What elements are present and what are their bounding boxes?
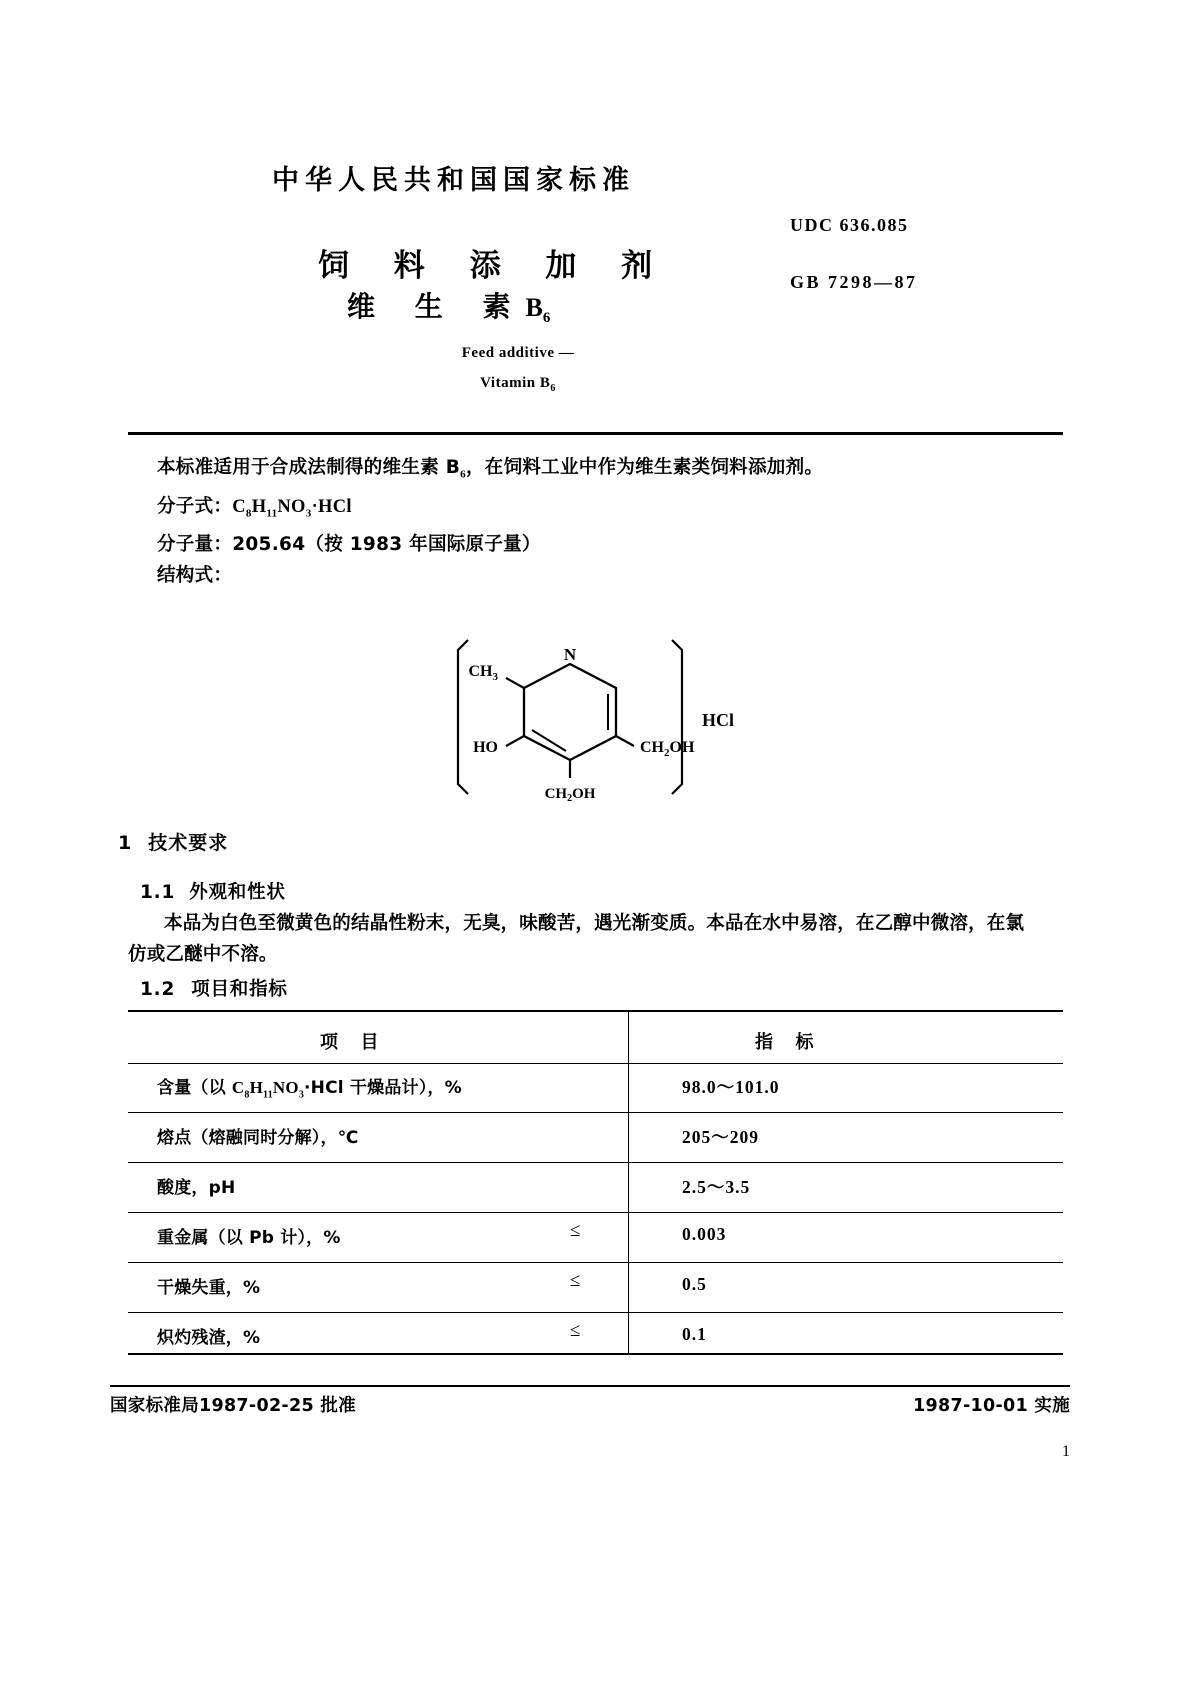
- english-title-line2-text: Vitamin B: [480, 375, 551, 391]
- scope-sub-value: 6: [460, 468, 466, 481]
- row-0-h: H: [249, 1078, 264, 1097]
- table-row: 干燥失重，%: [157, 1278, 261, 1298]
- right-bracket-icon: [672, 640, 682, 794]
- table-bottom-border: [128, 1353, 1063, 1355]
- table-rule-3: [128, 1212, 1063, 1213]
- vitamin-b-letter: B: [525, 293, 543, 322]
- standard-title-line2: [347, 285, 550, 327]
- row-4-value: 0.5: [682, 1274, 707, 1294]
- section-1-title: 技术要求: [148, 832, 229, 854]
- table-rule-4: [128, 1262, 1063, 1263]
- row-3-value: 0.003: [682, 1224, 727, 1244]
- table-header-item-char2: 目: [360, 1032, 379, 1053]
- table-header-index-char2: 标: [795, 1032, 814, 1053]
- scope-statement: [157, 452, 1037, 491]
- bond-to-methyl: [506, 678, 524, 688]
- pyridine-ring: [524, 664, 616, 760]
- formula-no-sub: 3: [305, 507, 312, 520]
- table-row: 熔点（熔融同时分解），℃: [157, 1128, 359, 1148]
- formula-c: C: [232, 496, 246, 517]
- formula-tail: ·HCl: [311, 496, 352, 517]
- udc-code: UDC 636.085: [790, 215, 909, 235]
- label-nitrogen: N: [563, 645, 577, 664]
- table-header-index: [755, 1028, 814, 1054]
- intro-block: [157, 452, 1037, 591]
- table-row: 酸度，pH: [157, 1178, 236, 1198]
- formula-h-sub: 11: [266, 507, 278, 520]
- table-rule-5: [128, 1312, 1063, 1313]
- molecular-formula-label: 分子式：: [157, 495, 233, 517]
- table-header-rule: [128, 1063, 1063, 1064]
- section-1-2-title: 项目和指标: [191, 979, 288, 1000]
- label-hydroxymethyl-bottom: $CH_2OH$: [544, 786, 596, 804]
- row-2-value: 2.5～3.5: [682, 1177, 751, 1197]
- english-title-line1: Feed additive —: [461, 345, 575, 361]
- molecular-formula-value: [232, 496, 352, 520]
- table-header-item: [320, 1028, 379, 1054]
- vitamin-b-subscript: 6: [542, 310, 551, 327]
- scope-pre: 本标准适用于合成法制得的维生素 B: [157, 457, 461, 478]
- national-standard-title: 中华人民共和国国家标准: [272, 165, 635, 196]
- label-methyl: $CH_3$: [468, 663, 498, 683]
- page-number: 1: [1062, 1443, 1070, 1460]
- row-0-h-sub: 11: [263, 1089, 273, 1101]
- row-0-label-post: ·HCl 干燥品计），%: [304, 1078, 462, 1098]
- english-title-line2-subscript: 6: [550, 383, 556, 394]
- effective-date: 1987-10-01 实施: [913, 1396, 1070, 1416]
- row-0-c: C: [231, 1078, 245, 1097]
- vitamin-b-symbol: [525, 293, 551, 327]
- chemical-structure-diagram: [420, 618, 780, 818]
- table-rule-2: [128, 1162, 1063, 1163]
- table-row: 重金属（以 Pb 计），%: [157, 1228, 341, 1248]
- structure-svg: [420, 618, 780, 818]
- row-0-c-sub: 8: [244, 1089, 250, 1101]
- standard-title-line1: 饲 料 添 加 剂: [318, 248, 670, 284]
- table-header-index-char1: 指: [755, 1032, 774, 1053]
- section-1-number: 1: [118, 832, 133, 854]
- formula-h: H: [251, 496, 267, 517]
- row-1-value: 205～209: [682, 1127, 759, 1147]
- row-0-no: NO: [272, 1078, 299, 1097]
- molecular-weight-line: 分子量：205.64（按 1983 年国际原子量）: [157, 534, 541, 556]
- standard-number: GB 7298—87: [790, 272, 918, 292]
- label-hydroxyl: HO: [473, 739, 498, 756]
- row-0-formula: [231, 1078, 305, 1101]
- table-rule-1: [128, 1112, 1063, 1113]
- row-0-label-pre: 含量（以: [157, 1078, 232, 1098]
- section-1-1-heading: [140, 878, 286, 904]
- label-hydrochloride: HCl: [702, 710, 735, 730]
- label-hydroxymethyl-right: $CH_2OH$: [640, 739, 695, 759]
- molecular-formula-line: [157, 491, 1037, 530]
- section-1-1-title: 外观和性状: [189, 882, 286, 903]
- section-1-heading: [118, 828, 228, 855]
- english-title-line2: [398, 368, 638, 404]
- scope-post: ，在饲料工业中作为维生素类饲料添加剂。: [465, 457, 824, 478]
- english-title: [398, 338, 638, 404]
- section-1-2-number: 1.2: [140, 979, 176, 1000]
- masthead: [0, 0, 1191, 430]
- bond-to-hydroxyl: [506, 736, 524, 746]
- row-5-value: 0.1: [682, 1324, 707, 1344]
- row-4-operator: ≤: [570, 1270, 581, 1291]
- table-row: 炽灼残渣，%: [157, 1328, 261, 1348]
- formula-c-sub: 8: [245, 507, 252, 520]
- section-1-1-number: 1.1: [140, 882, 176, 903]
- row-3-operator: ≤: [570, 1220, 581, 1241]
- masthead-divider: [128, 432, 1063, 435]
- row-5-operator: ≤: [570, 1320, 581, 1341]
- table-top-border: [128, 1010, 1063, 1012]
- footer-divider: [110, 1385, 1070, 1387]
- table-row: [157, 1073, 462, 1100]
- section-1-2-heading: [140, 975, 288, 1001]
- approval-statement: 国家标准局1987-02-25 批准: [110, 1396, 356, 1416]
- structural-formula-label: 结构式：: [157, 565, 233, 587]
- row-0-no-sub: 3: [298, 1089, 305, 1101]
- formula-no: NO: [277, 496, 306, 517]
- standard-title-line2-text: 维 生 素: [347, 290, 526, 323]
- section-1-1-body: 本品为白色至微黄色的结晶性粉末，无臭，味酸苦，遇光渐变质。本品在水中易溶，在乙醇中微溶，在氯仿或乙醚中不溶。: [128, 913, 1025, 965]
- table-header-item-char1: 项: [320, 1032, 339, 1053]
- row-0-value: 98.0～101.0: [682, 1077, 780, 1097]
- bond-to-hydroxymethyl: [616, 736, 634, 746]
- left-bracket-icon: [458, 640, 468, 794]
